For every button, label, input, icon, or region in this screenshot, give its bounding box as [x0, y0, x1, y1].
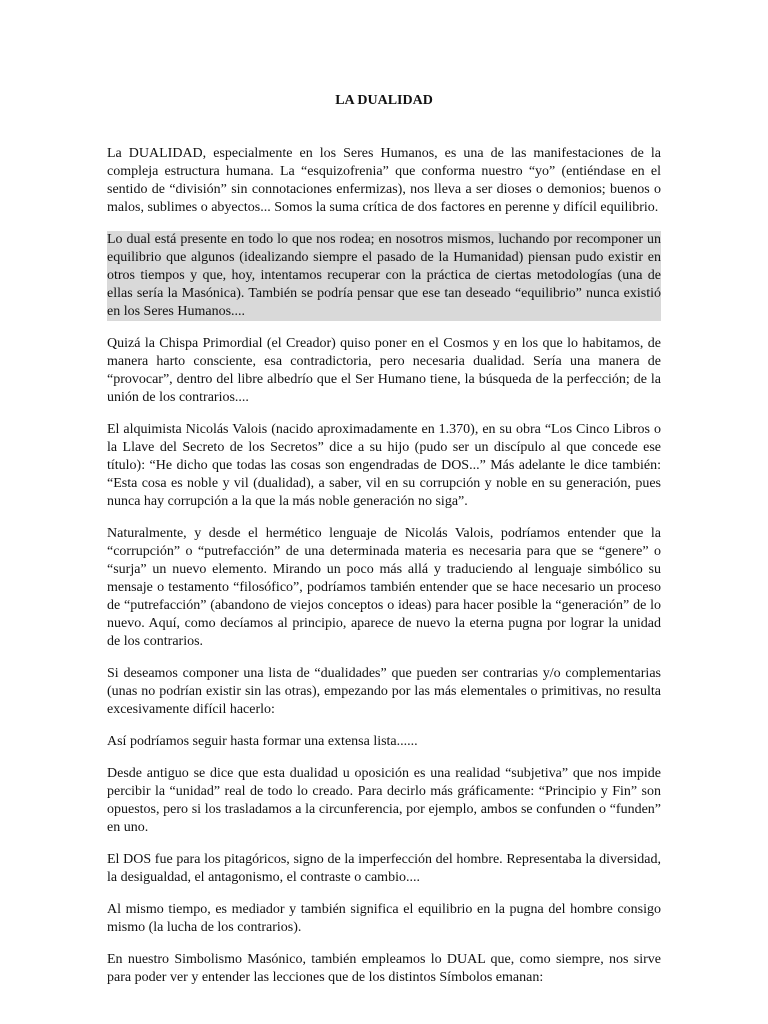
paragraph-11: En nuestro Simbolismo Masónico, también empleamos lo DUAL que, como siempre, nos sirve para poder ver y entender las lecciones que de los distintos Símbolos emanan:: [107, 952, 661, 985]
document-body: [107, 145, 661, 1001]
paragraph-3: Quizá la Chispa Primordial (el Creador) quiso poner en el Cosmos y en los que lo habitamos, de manera harto consciente, esa contradictoria, pero necesaria dualidad. Sería una manera de “provocar”, dentro del libre albedrío que el Ser Humano tiene, la búsqueda de la perfección; de la unión de los contrarios....: [107, 336, 661, 405]
document-title: LA DUALIDAD: [335, 93, 433, 108]
paragraph-6: Si deseamos componer una lista de “dualidades” que pueden ser contrarias y/o complementarias (unas no podrían existir sin las otras), empezando por las más elementales o primitivas, no resulta excesivamente difícil hacerlo:: [107, 666, 661, 717]
paragraph-5: Naturalmente, y desde el hermético lenguaje de Nicolás Valois, podríamos entender que la “corrupción” o “putrefacción” de una determinada materia es necesaria para que se “genere” o “surja” un nuevo elemento. Mirando un poco más allá y traduciendo al lenguaje simbólico su mensaje o testamento “filosófico”, podríamos también entender que se hace necesario un proceso de “putrefacción” (abandono de viejos conceptos o ideas) para hacer posible la “generación” de lo nuevo. Aquí, como decíamos al principio, aparece de nuevo la eterna pugna por lograr la unidad de los contrarios.: [107, 526, 661, 649]
paragraph-1: La DUALIDAD, especialmente en los Seres Humanos, es una de las manifestaciones de la compleja estructura humana. La “esquizofrenia” que conforma nuestro “yo” (entiéndase en el sentido de “división” sin connotaciones enfermizas), nos lleva a ser dioses o demonios; buenos o malos, sublimes o abyectos... Somos la suma crítica de dos factores en perenne y difícil equilibrio.: [107, 146, 661, 215]
paragraph-8: Desde antiguo se dice que esta dualidad u oposición es una realidad “subjetiva” que nos impide percibir la “unidad” real de todo lo creado. Para decirlo más gráficamente: “Principio y Fin” son opuestos, pero si los trasladamos a la circunferencia, por ejemplo, ambos se confunden o “funden” en uno.: [107, 766, 661, 835]
paragraph-4: El alquimista Nicolás Valois (nacido aproximadamente en 1.370), en su obra “Los Cinco Libros o la Llave del Secreto de los Secretos” dice a su hijo (pudo ser un discípulo al que concede ese título): “He dicho que todas las cosas son engendradas de DOS...” Más adelante le dice también: “Esta cosa es noble y vil (dualidad), a saber, vil en su corrupción y noble en su generación, pues nunca hay corrupción a la que la más noble generación no siga”.: [107, 422, 661, 509]
paragraph-7: Así podríamos seguir hasta formar una extensa lista......: [107, 734, 418, 749]
paragraph-2-highlighted: Lo dual está presente en todo lo que nos rodea; en nosotros mismos, luchando por recomponer un equilibrio que algunos (idealizando siempre el pasado de la Humanidad) piensan pudo existir en otros tiempos y que, hoy, intentamos recuperar con la práctica de ciertas metodologías (una de ellas sería la Masónica). También se podría pensar que ese tan deseado “equilibrio” nunca existió en los Seres Humanos....: [107, 232, 661, 319]
paragraph-9: El DOS fue para los pitagóricos, signo de la imperfección del hombre. Representaba la diversidad, la desigualdad, el antagonismo, el contraste o cambio....: [107, 852, 661, 885]
paragraph-10: Al mismo tiempo, es mediador y también significa el equilibrio en la pugna del hombre consigo mismo (la lucha de los contrarios).: [107, 902, 661, 935]
